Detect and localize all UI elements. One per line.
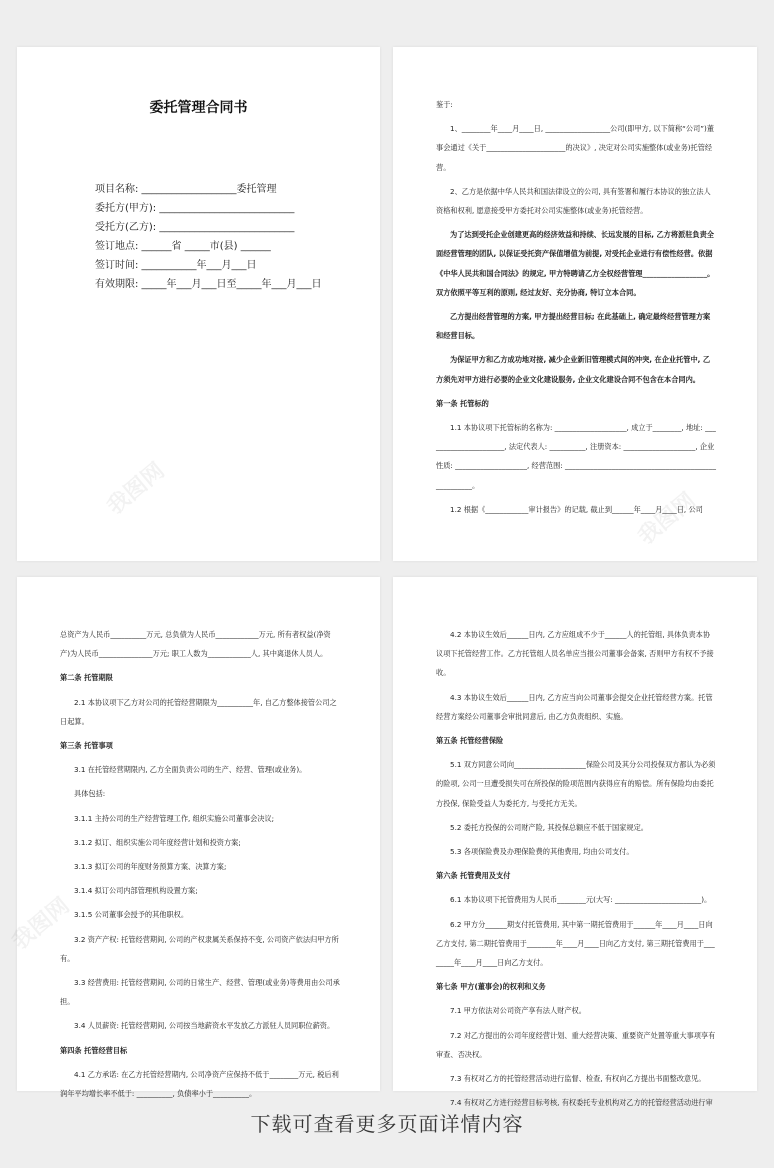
paragraph: 1、________年____月____日, __________________公司(即甲方, 以下简称“公司”)董事会通过《关于______________________的决议》, 决定对公司实施整体(或业务)托管经营。 — [436, 124, 714, 172]
paragraph: 3.1 在托管经营期限内, 乙方全面负责公司的生产、经营、管理(或业务)。 — [74, 765, 307, 775]
document-page-4 — [393, 577, 757, 1108]
paragraph: 6.2 甲方分______期支付托管费用, 其中第一期托管费用于______年____月____日向乙方支付, 第二期托管费用于________年____月____日向乙方支付, 第三期托管费用于________年____月____日向乙方支付。 — [436, 919, 715, 968]
cover-field-validity: 有效期限: _____年___月___日至_____年___月___日 — [95, 279, 322, 290]
article-heading: 第一条 托管标的 — [436, 398, 489, 408]
download-more-caption[interactable]: 下载可查看更多页面详情内容 — [250, 1112, 524, 1136]
document-page-2 — [393, 47, 757, 561]
paragraph: 3.1.3 拟订公司的年度财务预算方案、决算方案; — [74, 862, 227, 872]
paragraph: 2.1 本协议项下乙方对公司的托管经营期限为__________年, 自乙方整体接管公司之日起算。 — [60, 697, 337, 726]
paragraph: 鉴于: — [436, 100, 453, 109]
watermark: 我图网 — [633, 488, 701, 550]
paragraph: 6.1 本协议项下托管费用为人民币________元(大写: ________________________)。 — [450, 895, 712, 905]
document-page-3 — [7, 577, 380, 1099]
paragraph: 3.1.1 主持公司的生产经营管理工作, 组织实施公司董事会决议; — [74, 813, 275, 823]
paragraph: 7.4 有权对乙方进行经营目标考核, 有权委托专业机构对乙方的托管经营活动进行审 — [450, 1098, 713, 1108]
cover-field-project-name: 项目名称: ___________________委托管理 — [95, 184, 277, 195]
paragraph: 具体包括: — [74, 789, 106, 799]
cover-field-client: 委托方(甲方): ___________________________ — [95, 203, 295, 214]
paragraph: 7.2 对乙方提出的公司年度经营计划、重大经营决策、重要资产处置等重大事项享有审查、否决权。 — [436, 1030, 716, 1059]
paragraph: 7.1 甲方依法对公司资产享有法人财产权。 — [450, 1006, 586, 1016]
paragraph: 为了达到受托企业创建更高的经济效益和持续、长远发展的目标, 乙方将派驻負责全面经营管理的团队, 以保证受托资产保值增值为前提, 对受托企业进行有偿性经营。依据《中华人民共和国合同法》的规定, 甲方特聘请乙方全权经营管理__________________。双方依照平等互利的原则, 经过友好、充分协商, 特订立本合同。 — [436, 230, 715, 297]
article-heading: 第六条 托管费用及支付 — [436, 871, 511, 881]
paragraph: 3.1.2 拟订、组织实施公司年度经营计划和投资方案; — [74, 837, 241, 847]
paragraph: 3.1.4 拟订公司内部管理机构设置方案; — [74, 886, 198, 896]
watermark: 我图网 — [7, 893, 75, 955]
paragraph: 4.1 乙方承诺: 在乙方托管经营期内, 公司净资产应保持不低于________万元, 税后利润年平均增长率不低于: __________, 负债率小于__________。 — [60, 1069, 339, 1099]
paragraph: 5.1 双方同意公司向____________________保险公司及其分公司投保双方都认为必须的险项, 公司一旦遭受损失可在所投保的险项范围内获得应有的赔偿。所有保险均由委托方投保, 保险受益人为委托方, 与受托方无关。 — [436, 760, 716, 808]
paragraph: 3.3 经营费用: 托管经营期间, 公司的日常生产、经营、管理(或业务)等费用由公司承担。 — [60, 978, 340, 1007]
page-3-body — [60, 625, 340, 1108]
article-heading: 第五条 托管经营保险 — [436, 736, 504, 746]
cover-field-signing-date: 签订时间: ___________年___月___日 — [95, 260, 257, 271]
paragraph: 2、乙方是依据中华人民共和国法律设立的公司, 具有签署和履行本协议的独立法人资格和权利, 愿意接受甲方委托对公司实施整体(或业务)托管经营。 — [436, 186, 711, 216]
paragraph: 1.2 根据《____________审计报告》的记载, 截止到______年____月____日, 公司 — [450, 504, 703, 514]
article-heading: 第四条 托管经营目标 — [60, 1045, 128, 1055]
paragraph: 4.2 本协议生效后______日内, 乙方应组成不少于______人的托管组, 具体负责本协议项下托管经营工作。乙方托管组人员名单应当报公司董事会备案, 否则甲方有权不予接收。 — [436, 630, 714, 678]
article-heading: 第七条 甲方(董事会)的权利和义务 — [436, 982, 546, 992]
paragraph: 乙方提出经营管理的方案, 甲方提出经营目标; 在此基础上, 确定最终经营管理方案和经营目标。 — [436, 312, 711, 341]
paragraph: 总资产为人民币__________万元, 总负债为人民币____________万元, 所有者权益(净资产)为人民币_______________万元; 职工人数为____________人, 其中离退休人员人。 — [60, 630, 331, 659]
article-heading: 第二条 托管期限 — [60, 673, 113, 683]
paragraph: 7.3 有权对乙方的托管经营活动进行监督、检查, 有权向乙方提出书面整改意见。 — [450, 1074, 706, 1084]
paragraph: 1.1 本协议项下托管标的名称为: ____________________, 成立于________, 地址: ______________________, 法定代表人: __________, 注册资本: ____________________, 企业性质: ____________________, 经营范围: ____________________________________________________。 — [436, 423, 716, 490]
paragraph: 3.4 人员薪资: 托管经营期间, 公司按当地薪资水平发放乙方派驻人员同职位薪资。 — [74, 1021, 335, 1031]
watermark: 我图网 — [102, 458, 170, 520]
cover-fields — [95, 180, 345, 294]
document-page-1 — [17, 47, 380, 561]
contract-title: 委托管理合同书 — [149, 100, 248, 116]
paragraph: 5.2 委托方投保的公司财产险, 其投保总额应不低于国家规定。 — [450, 822, 648, 832]
paragraph: 5.3 各项保险费及办理保险费的其他费用, 均由公司支付。 — [450, 847, 634, 857]
paragraph: 3.1.5 公司董事会授予的其他职权。 — [74, 910, 189, 920]
cover-field-trustee: 受托方(乙方): ___________________________ — [95, 222, 295, 233]
page-2-body — [436, 95, 717, 524]
article-heading: 第三条 托管事项 — [60, 741, 113, 751]
cover-field-signing-place: 签订地点: ______省 _____市(县) ______ — [95, 241, 271, 252]
paragraph: 4.3 本协议生效后______日内, 乙方应当向公司董事会提交企业托管经营方案。托管经营方案经公司董事会审批同意后, 由乙方负责组织、实施。 — [436, 692, 713, 721]
paragraph: 3.2 资产产权: 托管经营期间, 公司的产权隶属关系保持不变, 公司资产依法归甲方所有。 — [60, 934, 339, 963]
paragraph: 为保证甲方和乙方成功地对接, 减少企业新旧管理模式间的冲突, 在企业托管中, 乙方须先对甲方进行必要的企业文化建设服务, 企业文化建设合同不包含在本合同内。 — [436, 355, 711, 384]
page-4-body — [436, 625, 717, 1117]
